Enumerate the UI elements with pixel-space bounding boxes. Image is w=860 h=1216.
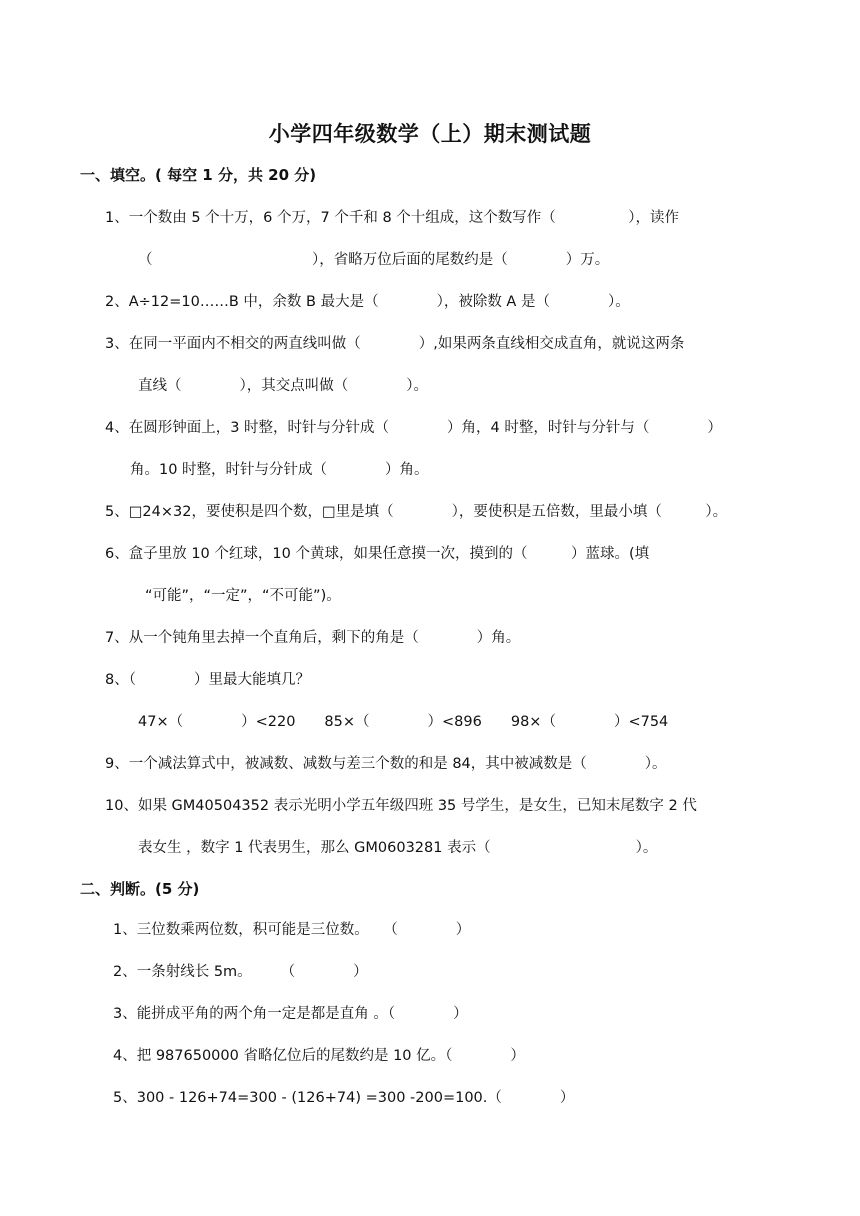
question-line: 47×（ ）<220 85×（ ）<896 98×（ ）<754 [138, 714, 669, 730]
section-1-heading: 一、填空。( 每空 1 分，共 20 分) [80, 166, 317, 184]
question-line: （ ），省略万位后面的尾数约是（ ）万。 [138, 252, 610, 268]
judgement-line: 5、300 - 126+74=300 - (126+74) =300 -200=100.（ ） [113, 1090, 575, 1106]
judgement-line: 1、三位数乘两位数，积可能是三位数。 （ ） [113, 922, 471, 938]
question-line: 4、在圆形钟面上，3 时整，时针与分针成（ ）角，4 时整，时针与分针与（ ） [105, 420, 722, 436]
question-line: 5、□24×32，要使积是四个数，□里是填（ ），要使积是五倍数，里最小填（ ）。 [105, 504, 728, 520]
page-title: 小学四年级数学（上）期末测试题 [268, 122, 592, 146]
question-line: 直线（ ），其交点叫做（ ）。 [138, 378, 428, 394]
question-line: 2、A÷12=10……B 中，余数 B 最大是（ ），被除数 A 是（ ）。 [105, 294, 630, 310]
section-2-heading: 二、判断。(5 分) [80, 880, 200, 898]
question-line: 1、一个数由 5 个十万，6 个万，7 个千和 8 个十组成，这个数写作（ ），读作 [105, 210, 680, 226]
question-line: 角。10 时整，时针与分针成（ ）角。 [130, 462, 429, 478]
judgement-line: 3、能拼成平角的两个角一定是都是直角 。（ ） [113, 1006, 468, 1022]
question-line: 10、如果 GM40504352 表示光明小学五年级四班 35 号学生，是女生，已知末尾数字 2 代 [105, 798, 697, 814]
question-line: 表女生 ，数字 1 代表男生，那么 GM0603281 表示（ ）。 [138, 840, 658, 856]
question-line: 9、一个减法算式中，被减数、减数与差三个数的和是 84，其中被减数是（ ）。 [105, 756, 667, 772]
question-line: “可能”，“一定”，“不可能”)。 [145, 588, 341, 604]
question-line: 8、（ ）里最大能填几？ [105, 672, 310, 688]
judgement-line: 4、把 987650000 省略亿位后的尾数约是 10 亿。（ ） [113, 1048, 525, 1064]
question-line: 6、盒子里放 10 个红球，10 个黄球，如果任意摸一次，摸到的（ ）蓝球。(填 [105, 546, 650, 562]
question-line: 7、从一个钝角里去掉一个直角后，剩下的角是（ ）角。 [105, 630, 521, 646]
question-line: 3、在同一平面内不相交的两直线叫做（ ）,如果两条直线相交成直角，就说这两条 [105, 336, 685, 352]
judgement-line: 2、一条射线长 5m。 （ ） [113, 964, 368, 980]
